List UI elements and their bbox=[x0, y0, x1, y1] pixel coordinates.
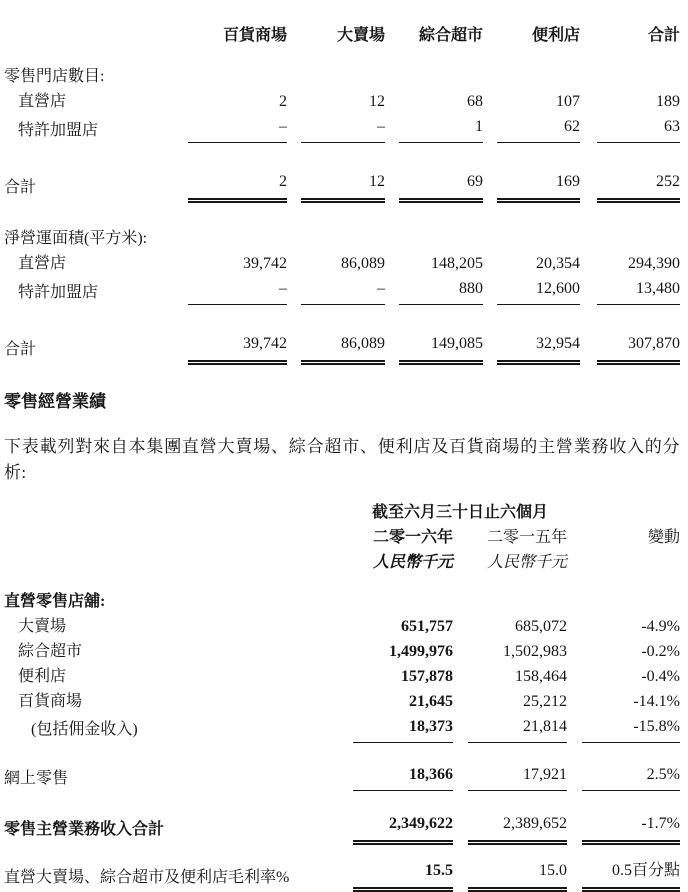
cell-2016: 15.5 bbox=[353, 858, 453, 890]
cell-value: 12 bbox=[301, 89, 385, 114]
cell-value: 107 bbox=[497, 89, 580, 114]
cell-value: 149,085 bbox=[399, 331, 483, 363]
group-heading: 直營零售店舖: bbox=[4, 589, 680, 614]
cell-value: 294,390 bbox=[597, 251, 680, 276]
row-label: 網上零售 bbox=[4, 762, 353, 791]
cell-2015: 1,502,983 bbox=[468, 639, 567, 664]
cell-2015: 21,814 bbox=[468, 714, 567, 743]
cell-2015: 17,921 bbox=[468, 762, 567, 791]
t1-section1-total-row bbox=[4, 169, 680, 201]
cell-value: 62 bbox=[497, 114, 580, 143]
t1-section2-total-row bbox=[4, 331, 680, 363]
t2-unit-header-row bbox=[4, 550, 680, 575]
table-row bbox=[4, 639, 680, 664]
table-row bbox=[4, 114, 680, 143]
cell-value: 12,600 bbox=[497, 276, 580, 305]
cell-value: 63 bbox=[597, 114, 680, 143]
cell-value: 307,870 bbox=[597, 331, 680, 363]
t1-section2-heading-row bbox=[4, 226, 680, 251]
col-header-supermarket: 綜合超市 bbox=[399, 20, 483, 48]
t2-year-header-row bbox=[4, 525, 680, 550]
cell-value: 252 bbox=[597, 169, 680, 201]
row-label: (包括佣金收入) bbox=[4, 714, 353, 743]
t1-header-row bbox=[4, 20, 680, 48]
table-row bbox=[4, 714, 680, 743]
col-header-convenience: 便利店 bbox=[497, 20, 580, 48]
cell-value: 32,954 bbox=[497, 331, 580, 363]
section-title: 零售經營業績 bbox=[4, 387, 680, 412]
cell-2016: 157,878 bbox=[353, 664, 453, 689]
row-label: 百貨商場 bbox=[4, 689, 353, 714]
cell-change: -15.8% bbox=[582, 714, 680, 743]
cell-change: 2.5% bbox=[582, 762, 680, 791]
table-row bbox=[4, 251, 680, 276]
cell-value: 39,742 bbox=[188, 331, 287, 363]
cell-value: 2 bbox=[188, 169, 287, 201]
row-label: 大賣場 bbox=[4, 614, 353, 639]
table-row bbox=[4, 614, 680, 639]
table-row bbox=[4, 664, 680, 689]
table-row bbox=[4, 689, 680, 714]
cell-2016: 2,349,622 bbox=[353, 811, 453, 843]
cell-value: – bbox=[301, 114, 385, 143]
cell-2016: 18,373 bbox=[353, 714, 453, 743]
cell-change: -1.7% bbox=[582, 811, 680, 843]
cell-value: – bbox=[188, 276, 287, 305]
cell-2016: 21,645 bbox=[353, 689, 453, 714]
cell-change: -0.2% bbox=[582, 639, 680, 664]
t2-online-row bbox=[4, 762, 680, 791]
row-label: 直營大賣場、綜合超市及便利店毛利率% bbox=[4, 858, 353, 890]
col-header-dept-store: 百貨商場 bbox=[188, 20, 287, 48]
cell-2015: 685,072 bbox=[468, 614, 567, 639]
row-label: 合計 bbox=[4, 331, 188, 363]
row-label: 特許加盟店 bbox=[4, 276, 188, 305]
cell-value: – bbox=[301, 276, 385, 305]
row-label: 零售主營業務收入合計 bbox=[4, 811, 353, 843]
cell-value: 2 bbox=[188, 89, 287, 114]
col-header-total: 合計 bbox=[597, 20, 680, 48]
t2-group-heading-row bbox=[4, 589, 680, 614]
period-header: 截至六月三十日止六個月 bbox=[353, 500, 567, 525]
cell-2015: 2,389,652 bbox=[468, 811, 567, 843]
unit-header-2015: 人民幣千元 bbox=[468, 550, 567, 575]
row-label: 直營店 bbox=[4, 89, 188, 114]
cell-value: 12 bbox=[301, 169, 385, 201]
cell-value: 148,205 bbox=[399, 251, 483, 276]
cell-change: -0.4% bbox=[582, 664, 680, 689]
cell-value: 880 bbox=[399, 276, 483, 305]
cell-value: 69 bbox=[399, 169, 483, 201]
cell-2015: 158,464 bbox=[468, 664, 567, 689]
t1-section1-heading-row bbox=[4, 64, 680, 89]
cell-value: 39,742 bbox=[188, 251, 287, 276]
unit-header-2016: 人民幣千元 bbox=[353, 550, 453, 575]
cell-2015: 15.0 bbox=[468, 858, 567, 890]
cell-value: 20,354 bbox=[497, 251, 580, 276]
col-header-2016: 二零一六年 bbox=[353, 525, 453, 550]
t2-gross-margin-row bbox=[4, 858, 680, 890]
cell-change: -4.9% bbox=[582, 614, 680, 639]
intro-paragraph: 下表載列對來自本集團直營大賣場、綜合超市、便利店及百貨商場的主營業務收入的分析: bbox=[4, 434, 680, 486]
cell-2015: 25,212 bbox=[468, 689, 567, 714]
cell-value: 189 bbox=[597, 89, 680, 114]
row-label: 合計 bbox=[4, 169, 188, 201]
cell-value: 13,480 bbox=[597, 276, 680, 305]
cell-value: 169 bbox=[497, 169, 580, 201]
cell-2016: 651,757 bbox=[353, 614, 453, 639]
cell-value: – bbox=[188, 114, 287, 143]
cell-2016: 1,499,976 bbox=[353, 639, 453, 664]
t2-period-row bbox=[4, 500, 680, 525]
cell-value: 68 bbox=[399, 89, 483, 114]
section-heading: 零售門店數目: bbox=[4, 64, 680, 89]
t2-total-row bbox=[4, 811, 680, 843]
section-heading: 淨營運面積(平方米): bbox=[4, 226, 680, 251]
col-header-change: 變動 bbox=[582, 525, 680, 550]
retail-stores-table bbox=[4, 20, 680, 365]
cell-value: 1 bbox=[399, 114, 483, 143]
cell-change: -14.1% bbox=[582, 689, 680, 714]
col-header-hypermarket: 大賣場 bbox=[301, 20, 385, 48]
table-row bbox=[4, 276, 680, 305]
table-row bbox=[4, 89, 680, 114]
cell-value: 86,089 bbox=[301, 251, 385, 276]
col-header-2015: 二零一五年 bbox=[468, 525, 567, 550]
row-label: 便利店 bbox=[4, 664, 353, 689]
cell-change: 0.5百分點 bbox=[582, 858, 680, 890]
cell-2016: 18,366 bbox=[353, 762, 453, 791]
revenue-analysis-table bbox=[4, 500, 680, 892]
cell-value: 86,089 bbox=[301, 331, 385, 363]
row-label: 特許加盟店 bbox=[4, 114, 188, 143]
row-label: 直營店 bbox=[4, 251, 188, 276]
row-label: 綜合超市 bbox=[4, 639, 353, 664]
